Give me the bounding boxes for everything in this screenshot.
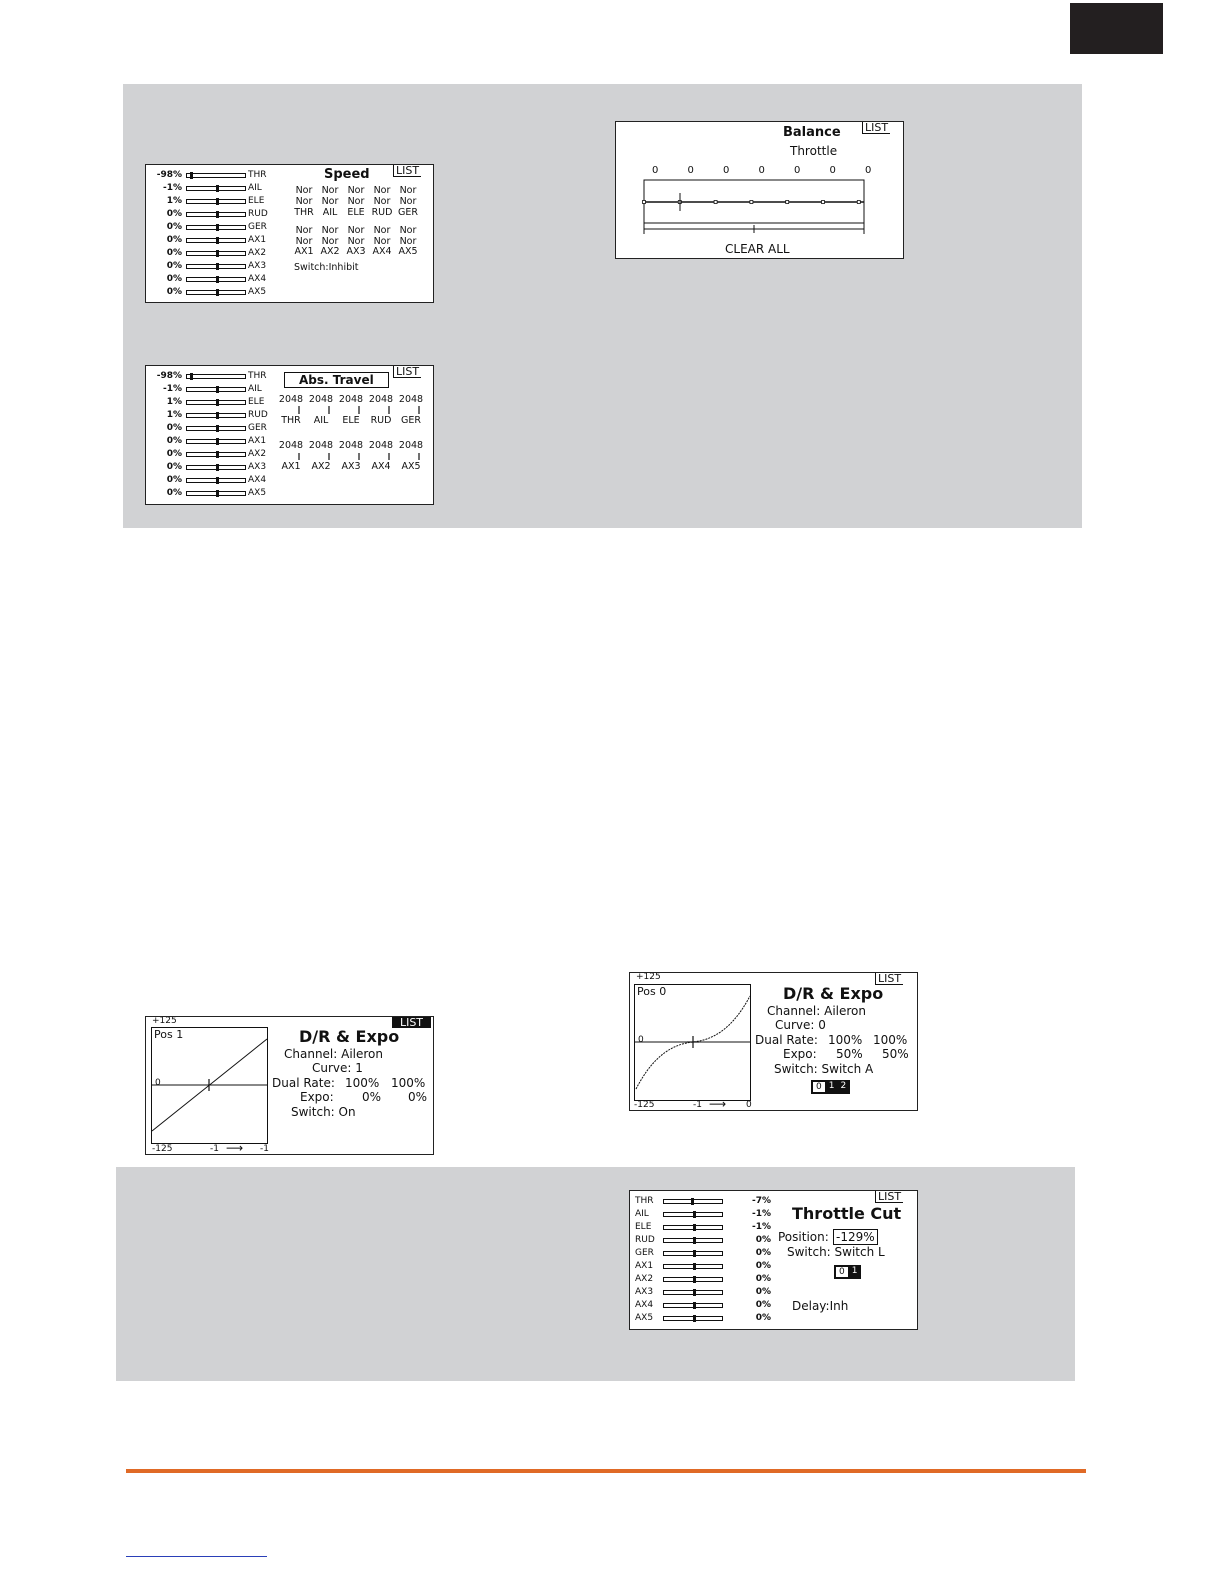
- channel-percent: 1%: [166, 397, 182, 407]
- grid-cell: AX4: [372, 246, 392, 257]
- channel-name: ELE: [248, 397, 265, 407]
- channel-bar-knob: [691, 1198, 694, 1205]
- channel-percent: 0%: [166, 449, 182, 459]
- balance-graph: [642, 179, 868, 237]
- channel-bar: [663, 1303, 723, 1308]
- grid-cell: Nor: [321, 196, 339, 207]
- channel-bar-knob: [216, 412, 219, 419]
- grid-cell: Nor: [373, 196, 391, 207]
- channel-percent: 0%: [755, 1248, 771, 1258]
- position-label: Pos 0: [637, 985, 667, 998]
- grid-cell: 2048: [338, 440, 364, 451]
- channel-bar: [663, 1238, 723, 1243]
- channel-percent: 0%: [166, 235, 182, 245]
- channel-bar-knob: [693, 1315, 696, 1322]
- channel-percent: 1%: [166, 196, 182, 206]
- axis-bottom-mid: -1: [210, 1144, 219, 1154]
- channel-name: AX1: [248, 235, 267, 245]
- balance-point-value: 0: [829, 165, 836, 176]
- dual-rate-label: Dual Rate:: [272, 1076, 335, 1090]
- balance-point-value: 0: [794, 165, 801, 176]
- switch-position-cell: 1: [849, 1266, 861, 1278]
- channel-bar-knob: [190, 373, 193, 380]
- list-button[interactable]: LIST: [875, 973, 903, 985]
- channel-name: AX5: [248, 488, 267, 498]
- grid-cell: AX1: [281, 461, 301, 472]
- channel-percent: -1%: [162, 183, 182, 193]
- channel-name: GER: [248, 222, 267, 232]
- position-label: Pos 1: [154, 1028, 184, 1041]
- grid-cell: 2048: [278, 440, 304, 451]
- dr-expo-pos0-screen: [629, 972, 918, 1111]
- channel-bar-knob: [216, 237, 219, 244]
- grid-cell: Nor: [399, 236, 417, 247]
- balance-point-value: 0: [723, 165, 730, 176]
- switch-position-cell: 2: [837, 1081, 849, 1093]
- channel-bar: [186, 199, 246, 204]
- dual-rate-value-2[interactable]: 100%: [391, 1076, 426, 1090]
- channel-percent: -1%: [751, 1209, 771, 1219]
- axis-bottom-left: -125: [152, 1144, 173, 1154]
- channel-name: AIL: [248, 183, 262, 193]
- channel-bar: [186, 238, 246, 243]
- clear-all-button[interactable]: CLEAR ALL: [725, 242, 790, 256]
- channel-bar-knob: [216, 289, 219, 296]
- switch-position-indicator: [811, 1080, 850, 1094]
- grid-cell: Nor: [399, 225, 417, 236]
- channel-percent: 0%: [166, 423, 182, 433]
- expo-value-1[interactable]: 0%: [362, 1090, 382, 1104]
- grid-cell: AX4: [371, 461, 391, 472]
- grid-cell: Nor: [295, 225, 313, 236]
- channel-bar: [663, 1212, 723, 1217]
- channel-bar-knob: [693, 1289, 696, 1296]
- abs-tick-marks: [276, 404, 426, 474]
- expo-label: Expo:: [300, 1090, 334, 1104]
- channel-name: AX1: [248, 436, 267, 446]
- channel-bar-knob: [216, 211, 219, 218]
- grid-cell: Nor: [347, 236, 365, 247]
- grid-cell: Nor: [295, 196, 313, 207]
- axis-bottom-left: -125: [634, 1100, 655, 1110]
- channel-bar: [186, 173, 246, 178]
- channel-bar: [186, 465, 246, 470]
- zero-label: 0: [155, 1078, 161, 1088]
- switch-position-indicator: [834, 1265, 861, 1279]
- grid-cell: AX3: [346, 246, 366, 257]
- channel-name: RUD: [635, 1235, 655, 1245]
- section-tab: [1070, 3, 1163, 54]
- channel-bar-knob: [693, 1250, 696, 1257]
- channel-percent: 0%: [166, 475, 182, 485]
- channel-bar: [663, 1290, 723, 1295]
- channel-bar: [186, 400, 246, 405]
- balance-point-node[interactable]: [822, 201, 825, 204]
- arrow-right-icon: ⟶: [226, 1141, 244, 1155]
- grid-cell: Nor: [399, 196, 417, 207]
- channel-name: ELE: [635, 1222, 652, 1232]
- channel-bar: [186, 374, 246, 379]
- axis-bottom-right: -1: [260, 1144, 269, 1154]
- channel-bar-knob: [693, 1211, 696, 1218]
- dual-rate-value-1[interactable]: 100%: [345, 1076, 380, 1090]
- channel-percent: 1%: [166, 410, 182, 420]
- channel-percent: 0%: [166, 209, 182, 219]
- switch-field[interactable]: Switch: Switch A: [774, 1062, 874, 1076]
- channel-bar: [186, 277, 246, 282]
- channel-bar: [186, 387, 246, 392]
- channel-bar: [663, 1251, 723, 1256]
- expo-label: Expo:: [783, 1047, 817, 1061]
- bottom-panel: [116, 1167, 1075, 1381]
- delay-field[interactable]: Delay:Inh: [792, 1299, 849, 1313]
- screen-title: D/R & Expo: [783, 984, 884, 1003]
- grid-cell: Nor: [321, 225, 339, 236]
- channel-bar: [663, 1277, 723, 1282]
- channel-bar: [186, 478, 246, 483]
- grid-cell: Nor: [295, 185, 313, 196]
- list-button[interactable]: LIST: [393, 165, 421, 177]
- channel-percent: 0%: [166, 436, 182, 446]
- grid-cell: AX5: [398, 246, 418, 257]
- channel-name: AIL: [635, 1209, 649, 1219]
- channel-bar: [186, 426, 246, 431]
- channel-name: AX5: [635, 1313, 654, 1323]
- grid-cell: 2048: [308, 440, 334, 451]
- channel-name: AX2: [248, 449, 267, 459]
- list-button[interactable]: LIST: [862, 122, 890, 134]
- grid-cell: RUD: [371, 207, 393, 218]
- channel-bar-knob: [216, 464, 219, 471]
- axis-top-label: +125: [152, 1016, 177, 1026]
- channel-bar-knob: [693, 1276, 696, 1283]
- channel-name: AX3: [248, 462, 267, 472]
- channel-bar: [663, 1225, 723, 1230]
- balance-point-node[interactable]: [714, 201, 717, 204]
- balance-point-node[interactable]: [643, 201, 646, 204]
- grid-cell: Nor: [399, 185, 417, 196]
- balance-screen: [615, 121, 904, 259]
- grid-cell: AIL: [313, 415, 329, 426]
- channel-name: GER: [635, 1248, 654, 1258]
- expo-value-1[interactable]: 50%: [836, 1047, 863, 1061]
- position-value[interactable]: -129%: [833, 1229, 878, 1245]
- grid-cell: GER: [398, 207, 418, 218]
- channel-percent: 0%: [755, 1313, 771, 1323]
- grid-cell: AX2: [311, 461, 331, 472]
- dr-expo-pos1-screen: [145, 1016, 434, 1155]
- expo-value-2[interactable]: 50%: [882, 1047, 909, 1061]
- zero-label: 0: [638, 1035, 644, 1045]
- channel-name: GER: [248, 423, 267, 433]
- speed-row1-b: [291, 196, 421, 207]
- channel-percent: -1%: [751, 1222, 771, 1232]
- channel-name: AX2: [248, 248, 267, 258]
- list-button[interactable]: LIST: [875, 1191, 903, 1203]
- channel-name: RUD: [248, 410, 268, 420]
- channel-percent: -98%: [156, 170, 182, 180]
- channel-bar: [186, 225, 246, 230]
- grid-cell: 2048: [278, 394, 304, 405]
- channel-bar: [186, 413, 246, 418]
- channel-name: AX5: [248, 287, 267, 297]
- balance-point-value: 0: [865, 165, 872, 176]
- axis-bottom-right: 0: [746, 1100, 752, 1110]
- channel-percent: 0%: [166, 462, 182, 472]
- curve-field[interactable]: Curve: 0: [775, 1018, 826, 1032]
- channel-percent: 0%: [166, 287, 182, 297]
- grid-cell: 2048: [308, 394, 334, 405]
- channel-bar-knob: [216, 399, 219, 406]
- switch-field[interactable]: Switch: Switch L: [787, 1245, 885, 1259]
- channel-percent: 0%: [166, 222, 182, 232]
- speed-row2-a: [291, 225, 421, 236]
- balance-point-node[interactable]: [786, 201, 789, 204]
- axis-bottom-mid: -1: [693, 1100, 702, 1110]
- channel-percent: 0%: [166, 248, 182, 258]
- grid-cell: AX1: [294, 246, 314, 257]
- channel-bar-knob: [216, 425, 219, 432]
- grid-cell: RUD: [370, 415, 392, 426]
- channel-percent: 0%: [166, 274, 182, 284]
- list-button[interactable]: LIST: [393, 366, 421, 378]
- channel-bar-knob: [216, 276, 219, 283]
- abs-travel-screen: [145, 365, 434, 505]
- grid-cell: GER: [401, 415, 421, 426]
- channel-bar-knob: [216, 438, 219, 445]
- balance-point-value: 0: [758, 165, 765, 176]
- expo-curve-graph: [151, 1027, 269, 1145]
- abs-travel-title: Abs. Travel: [284, 372, 389, 388]
- channel-name: ELE: [248, 196, 265, 206]
- channel-bar: [186, 452, 246, 457]
- channel-bar: [186, 264, 246, 269]
- channel-bar: [186, 290, 246, 295]
- channel-name: AX4: [635, 1300, 654, 1310]
- balance-title: Balance: [783, 125, 841, 140]
- channel-bar-knob: [216, 451, 219, 458]
- channel-percent: -1%: [162, 384, 182, 394]
- grid-cell: Nor: [373, 236, 391, 247]
- channel-bar: [186, 186, 246, 191]
- grid-cell: Nor: [373, 185, 391, 196]
- grid-cell: Nor: [347, 225, 365, 236]
- channel-bar-knob: [216, 263, 219, 270]
- screen-title: D/R & Expo: [299, 1027, 400, 1046]
- grid-cell: Nor: [347, 185, 365, 196]
- channel-name: AX4: [248, 274, 267, 284]
- list-button[interactable]: LIST: [392, 1017, 431, 1028]
- throttle-cut-screen: [629, 1190, 918, 1330]
- dual-rate-value-1[interactable]: 100%: [828, 1033, 863, 1047]
- channel-name: AX3: [248, 261, 267, 271]
- channel-percent: -98%: [156, 371, 182, 381]
- channel-percent: 0%: [166, 261, 182, 271]
- channel-name: THR: [248, 170, 267, 180]
- expo-value-2[interactable]: 0%: [408, 1090, 428, 1104]
- grid-cell: ELE: [342, 415, 360, 426]
- channel-name: THR: [635, 1196, 654, 1206]
- curve-field[interactable]: Curve: 1: [312, 1061, 363, 1075]
- grid-cell: AX2: [320, 246, 340, 257]
- channel-field[interactable]: Channel: Aileron: [284, 1047, 383, 1061]
- channel-bar: [186, 251, 246, 256]
- switch-field[interactable]: Switch: On: [291, 1105, 356, 1119]
- dual-rate-value-2[interactable]: 100%: [873, 1033, 908, 1047]
- speed-row2-labels: [291, 246, 421, 257]
- channel-name: AX1: [635, 1261, 654, 1271]
- channel-bar: [663, 1199, 723, 1204]
- balance-subtitle: Throttle: [790, 144, 838, 158]
- dual-rate-label: Dual Rate:: [755, 1033, 818, 1047]
- channel-percent: 0%: [755, 1261, 771, 1271]
- balance-point-node[interactable]: [857, 201, 860, 204]
- channel-percent: 0%: [755, 1235, 771, 1245]
- footer-link-underline: [126, 1556, 267, 1557]
- channel-bar-knob: [693, 1237, 696, 1244]
- channel-bar: [663, 1264, 723, 1269]
- channel-name: AX2: [635, 1274, 654, 1284]
- grid-cell: 2048: [398, 440, 424, 451]
- grid-cell: 2048: [398, 394, 424, 405]
- channel-percent: 0%: [166, 488, 182, 498]
- expo-curve-graph: [634, 984, 752, 1102]
- balance-point-value: 0: [652, 165, 659, 176]
- switch-position-cell: 1: [826, 1081, 838, 1093]
- grid-cell: AIL: [322, 207, 338, 218]
- switch-position-cell: 0: [835, 1266, 849, 1278]
- channel-bar: [186, 212, 246, 217]
- grid-cell: AX5: [401, 461, 421, 472]
- footer-rule: [126, 1469, 1086, 1473]
- screen-title: Throttle Cut: [792, 1204, 902, 1223]
- grid-cell: THR: [294, 207, 314, 218]
- channel-bar-knob: [216, 477, 219, 484]
- speed-row1-a: [291, 185, 421, 196]
- channel-bar-knob: [216, 250, 219, 257]
- balance-point-node[interactable]: [750, 201, 753, 204]
- channel-percent: -7%: [751, 1196, 771, 1206]
- channel-bar-knob: [693, 1263, 696, 1270]
- channel-name: RUD: [248, 209, 268, 219]
- grid-cell: Nor: [321, 236, 339, 247]
- channel-bar-knob: [216, 185, 219, 192]
- channel-percent: 0%: [755, 1274, 771, 1284]
- balance-point-value: 0: [687, 165, 694, 176]
- grid-cell: 2048: [338, 394, 364, 405]
- grid-cell: Nor: [295, 236, 313, 247]
- grid-cell: 2048: [368, 440, 394, 451]
- speed-switch[interactable]: Switch:Inhibit: [294, 262, 359, 273]
- channel-bar-knob: [216, 224, 219, 231]
- channel-bar-knob: [216, 386, 219, 393]
- channel-name: THR: [248, 371, 267, 381]
- grid-cell: Nor: [373, 225, 391, 236]
- grid-cell: Nor: [347, 196, 365, 207]
- grid-cell: Nor: [321, 185, 339, 196]
- channel-bar-knob: [216, 490, 219, 497]
- channel-bar-knob: [216, 198, 219, 205]
- channel-bar-knob: [693, 1224, 696, 1231]
- channel-bar: [186, 491, 246, 496]
- position-label: Position:: [778, 1230, 829, 1244]
- channel-percent: 0%: [755, 1300, 771, 1310]
- channel-name: AX3: [635, 1287, 654, 1297]
- grid-cell: AX3: [341, 461, 361, 472]
- speed-row1-labels: [291, 207, 421, 218]
- channel-field[interactable]: Channel: Aileron: [767, 1004, 866, 1018]
- channel-bar-knob: [190, 172, 193, 179]
- speed-screen: [145, 164, 434, 303]
- grid-cell: 2048: [368, 394, 394, 405]
- channel-name: AIL: [248, 384, 262, 394]
- channel-name: AX4: [248, 475, 267, 485]
- grid-cell: ELE: [347, 207, 365, 218]
- arrow-right-icon: ⟶: [709, 1097, 727, 1111]
- channel-bar: [663, 1316, 723, 1321]
- channel-bar: [186, 439, 246, 444]
- channel-percent: 0%: [755, 1287, 771, 1297]
- channel-bar-knob: [693, 1302, 696, 1309]
- speed-title: Speed: [324, 167, 370, 182]
- axis-top-label: +125: [636, 972, 661, 982]
- grid-cell: THR: [281, 415, 301, 426]
- switch-position-cell: 0: [812, 1081, 826, 1093]
